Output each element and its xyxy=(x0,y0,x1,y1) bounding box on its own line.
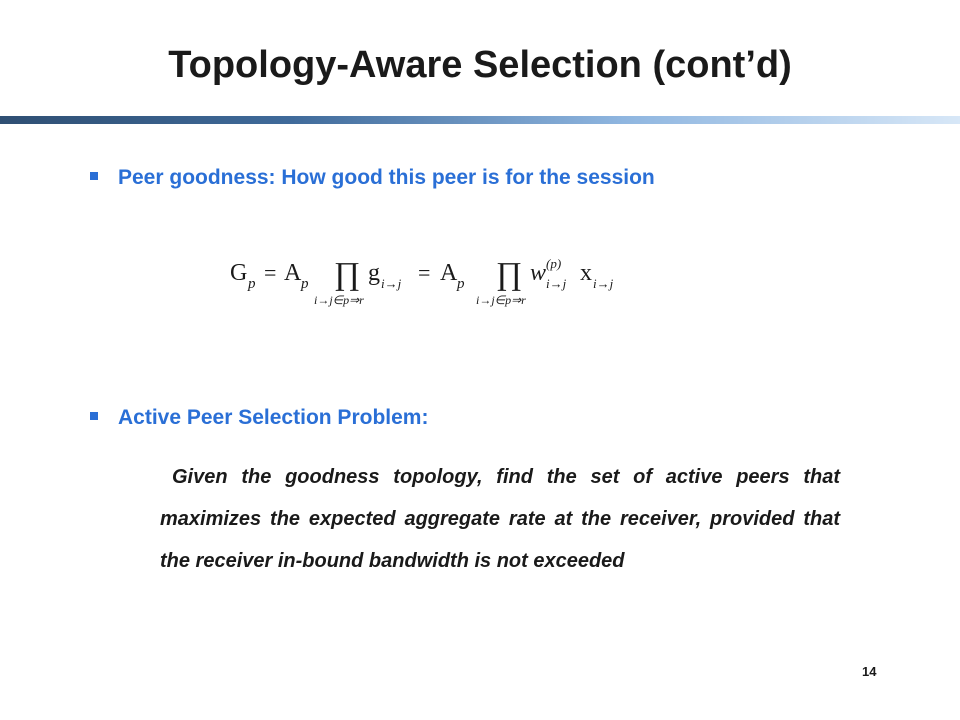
goodness-formula xyxy=(230,250,650,320)
formula-A-2: A xyxy=(440,260,458,286)
bullet-peer-goodness-text: Peer goodness: How good this peer is for the session xyxy=(118,166,655,189)
slide-title: Topology-Aware Selection (cont’d) xyxy=(168,44,792,86)
formula-sub-ij-3: i→j xyxy=(593,276,614,291)
formula-sub-p-3: p xyxy=(457,276,465,292)
formula-product-range-1: i→j∈p⇒r xyxy=(314,293,364,307)
square-bullet-icon xyxy=(90,412,98,420)
bullet-peer-goodness xyxy=(90,166,655,190)
formula-product-range-2: i→j∈p⇒r xyxy=(476,293,526,307)
formula-w: w xyxy=(530,260,547,286)
formula-sub-p-1: p xyxy=(248,276,256,292)
formula-sub-ij-2: i→j xyxy=(546,276,567,291)
square-bullet-icon xyxy=(90,172,98,180)
formula-G: G xyxy=(230,260,248,286)
bullet-active-peer-selection xyxy=(90,406,428,430)
title-underline-rule xyxy=(0,116,960,124)
formula-product-1: ∏ xyxy=(334,255,361,291)
formula-product-2: ∏ xyxy=(496,255,523,291)
formula-sub-ij-1: i→j xyxy=(381,276,402,291)
slide-number: 14 xyxy=(862,664,877,679)
formula-eq-1: = xyxy=(264,260,277,285)
formula-x: x xyxy=(580,260,592,286)
problem-statement: Given the goodness topology, find the set of active peers that maximizes the expected aggregate rate at the receiver, provided that the receiver in-bound bandwidth is not exceeded xyxy=(160,466,840,572)
formula-g: g xyxy=(368,260,380,286)
formula-A-1: A xyxy=(284,260,302,286)
bullet-active-peer-selection-text: Active Peer Selection Problem: xyxy=(118,406,429,429)
formula-sub-p-2: p xyxy=(301,276,309,292)
formula-eq-2: = xyxy=(418,260,431,285)
formula-sup-p: (p) xyxy=(546,256,562,271)
